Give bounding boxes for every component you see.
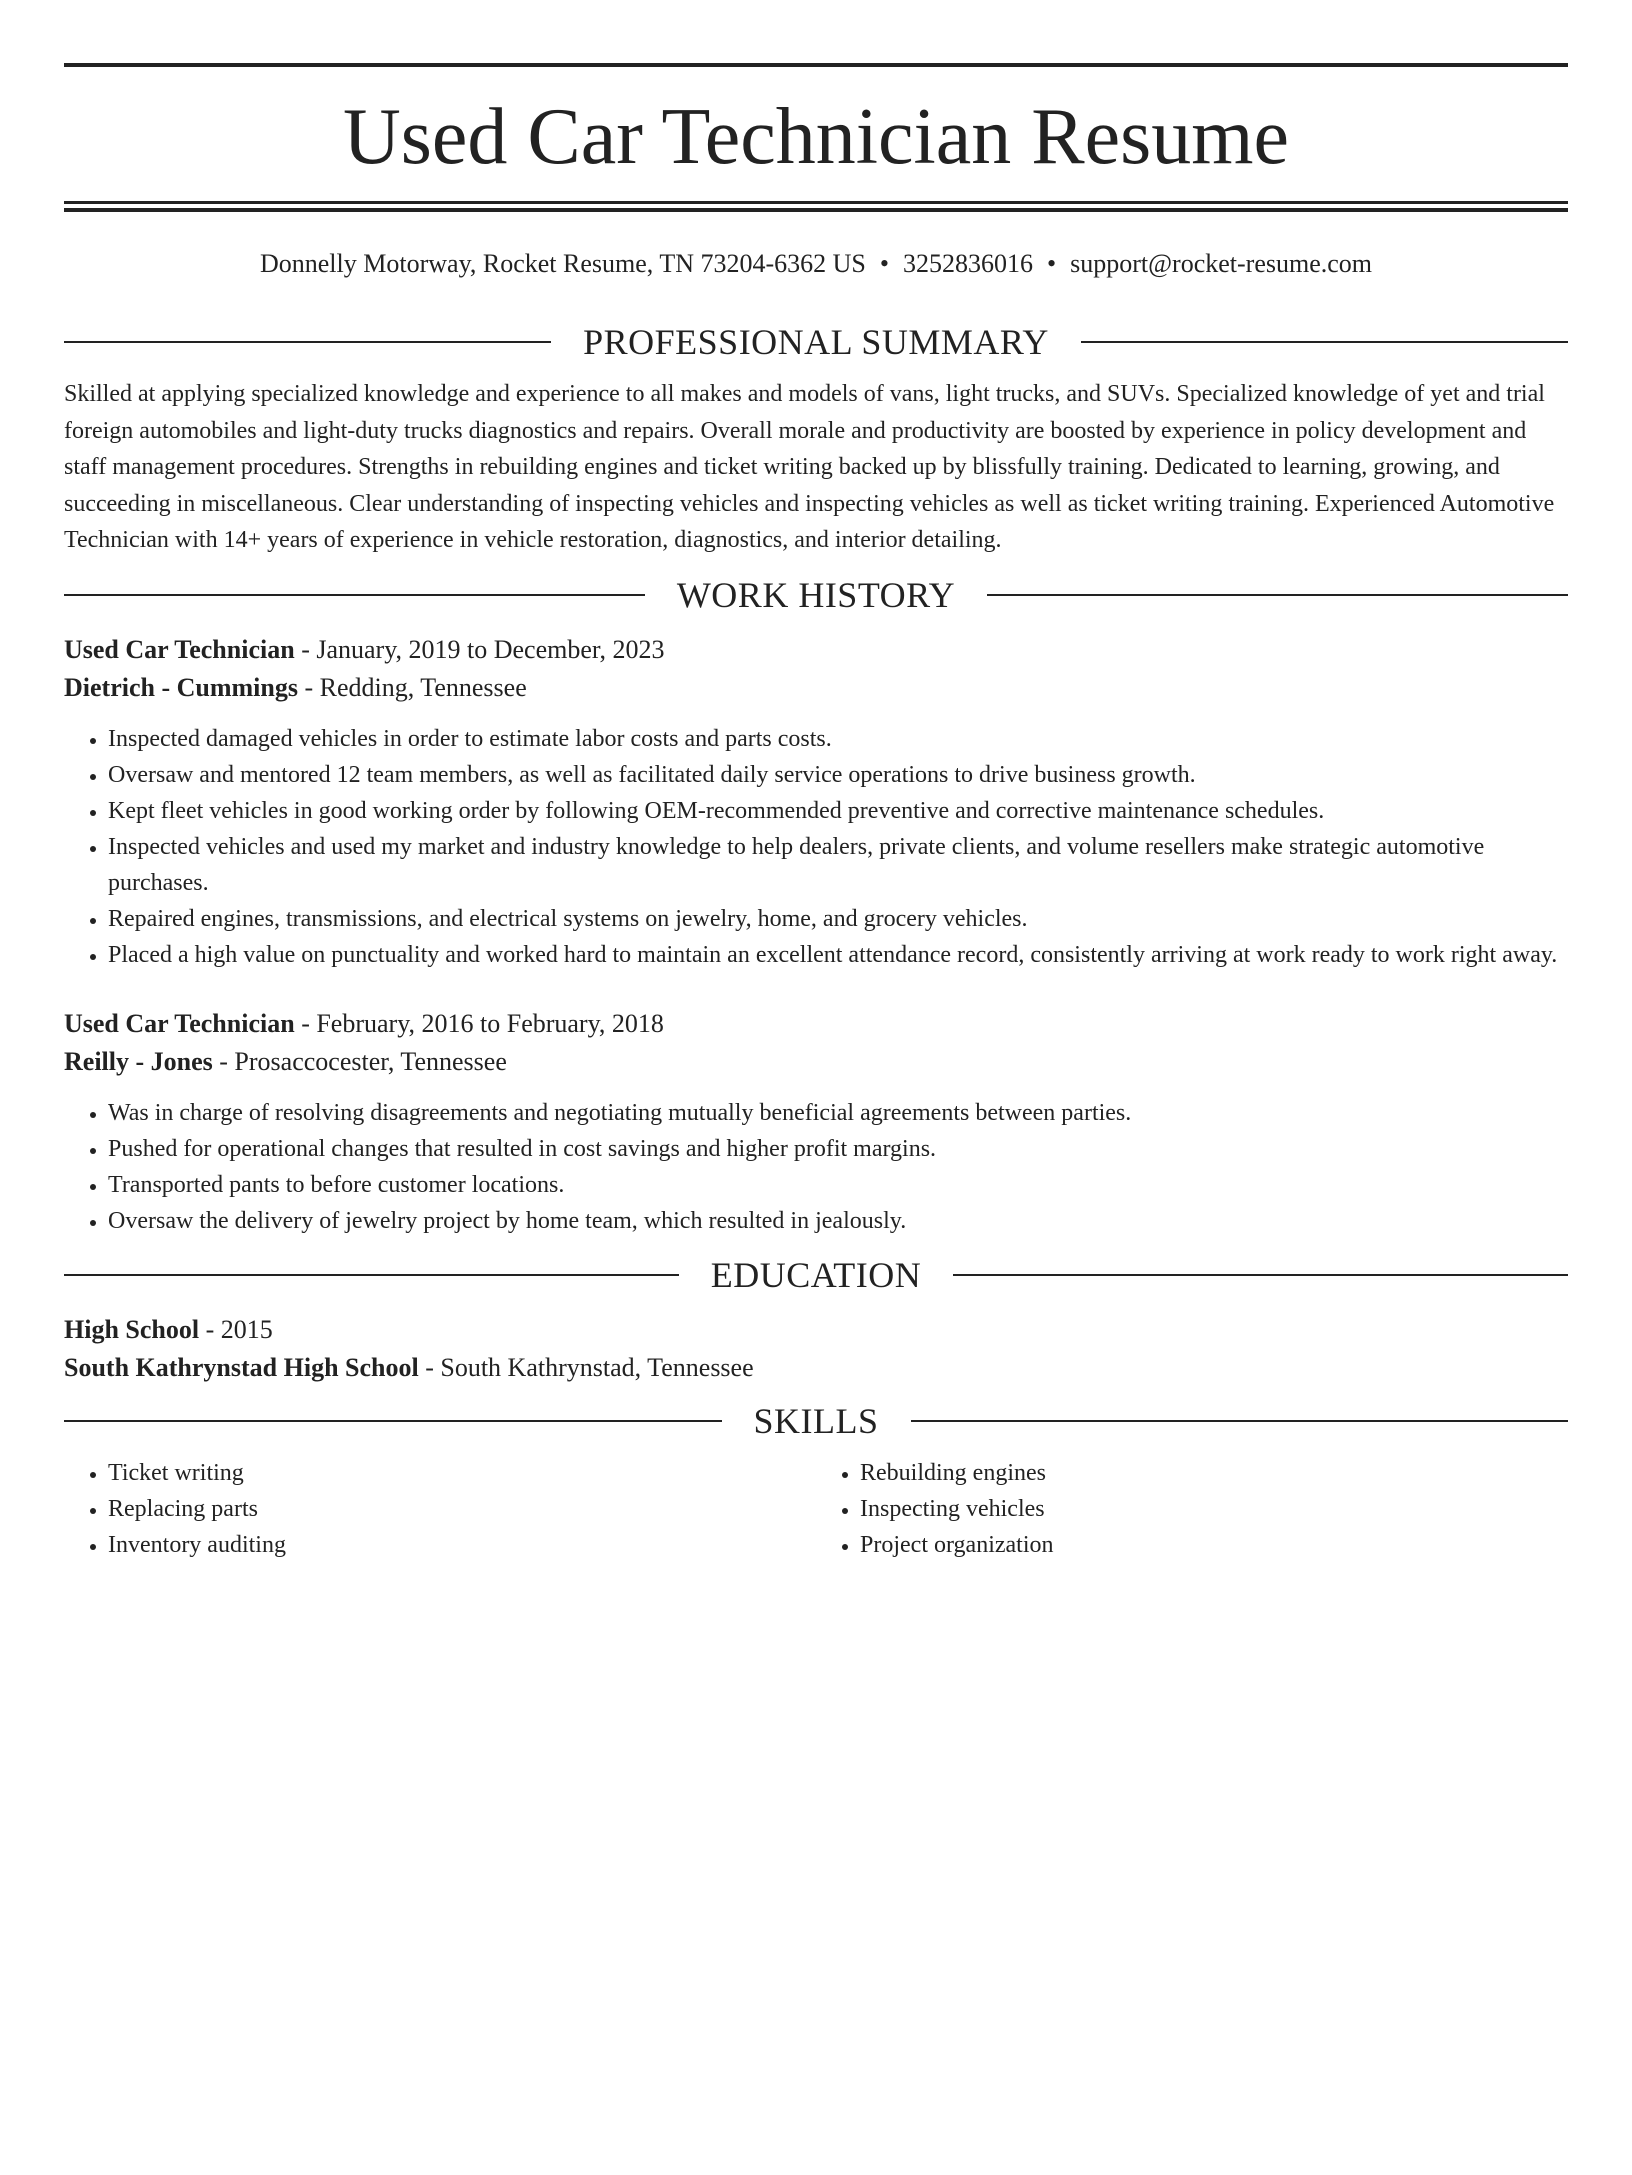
list-item: • Transported pants to before customer locations. — [108, 1167, 1568, 1203]
job-location: - Prosaccocester, Tennessee — [212, 1046, 507, 1076]
list-item: • Oversaw the delivery of jewelry project by home team, which resulted in jealously. — [108, 1203, 1568, 1239]
contact-email: support@rocket-resume.com — [1070, 249, 1373, 278]
skill-item: • Inspecting vehicles — [860, 1491, 1568, 1527]
skills-list-right — [816, 1455, 1568, 1563]
job-company-line — [64, 1043, 1568, 1081]
skills-heading: SKILLS — [753, 1400, 879, 1441]
skill-item: • Replacing parts — [108, 1491, 816, 1527]
contact-separator: • — [1046, 249, 1057, 278]
section-rule-right — [1081, 341, 1568, 343]
job-location: - Redding, Tennessee — [297, 672, 527, 702]
skill-item: • Inventory auditing — [108, 1527, 816, 1563]
job-title: Used Car Technician — [64, 634, 295, 664]
section-rule-left — [64, 594, 645, 596]
job-title-line — [64, 1005, 1568, 1043]
education-entry — [64, 1311, 1568, 1387]
section-rule-right — [987, 594, 1568, 596]
job-duties-list — [64, 1095, 1568, 1239]
education-school: South Kathrynstad High School — [64, 1352, 419, 1382]
job-entry — [64, 631, 1568, 973]
skills-section-header — [64, 1399, 1568, 1443]
section-rule-right — [911, 1420, 1569, 1422]
education-year: - 2015 — [199, 1314, 273, 1344]
list-item: • Repaired engines, transmissions, and electrical systems on jewelry, home, and grocery vehicles. — [108, 901, 1568, 937]
skill-item: • Ticket writing — [108, 1455, 816, 1491]
work-section-header — [64, 573, 1568, 617]
education-degree: High School — [64, 1314, 200, 1344]
education-school-line — [64, 1349, 1568, 1387]
skills-columns — [64, 1455, 1568, 1563]
list-item: • Was in charge of resolving disagreements and negotiating mutually beneficial agreements between parties. — [108, 1095, 1568, 1131]
resume-page — [0, 63, 1632, 1563]
job-dates: - February, 2016 to February, 2018 — [294, 1008, 664, 1038]
contact-address: Donnelly Motorway, Rocket Resume, TN 73204-6362 US — [259, 249, 866, 278]
resume-title: Used Car Technician Resume — [343, 93, 1289, 181]
job-duties-list — [64, 721, 1568, 973]
job-title: Used Car Technician — [64, 1008, 295, 1038]
work-heading: WORK HISTORY — [676, 574, 956, 615]
skill-item: • Rebuilding engines — [860, 1455, 1568, 1491]
summary-section-header — [64, 320, 1568, 364]
list-item: • Pushed for operational changes that resulted in cost savings and higher profit margins. — [108, 1131, 1568, 1167]
job-company: Reilly - Jones — [64, 1046, 213, 1076]
education-location: - South Kathrynstad, Tennessee — [418, 1352, 754, 1382]
job-entry — [64, 1005, 1568, 1239]
list-item: • Placed a high value on punctuality and worked hard to maintain an excellent attendance record, consistently arriving at work ready to work right away. — [108, 937, 1568, 973]
job-title-line — [64, 631, 1568, 669]
header-double-rule — [64, 201, 1568, 212]
list-item: • Oversaw and mentored 12 team members, as well as facilitated daily service operations to drive business growth. — [108, 757, 1568, 793]
job-company-line — [64, 669, 1568, 707]
section-rule-left — [64, 1420, 722, 1422]
job-company: Dietrich - Cummings — [64, 672, 298, 702]
contact-line — [64, 248, 1568, 280]
job-dates: - January, 2019 to December, 2023 — [294, 634, 665, 664]
skills-list-left — [64, 1455, 816, 1563]
education-section-header — [64, 1253, 1568, 1297]
section-rule-right — [953, 1274, 1568, 1276]
list-item: • Inspected vehicles and used my market and industry knowledge to help dealers, private clients, and volume resellers make strategic automotive purchases. — [108, 829, 1568, 901]
summary-text: Skilled at applying specialized knowledge and experience to all makes and models of vans, light trucks, and SUVs. Specialized knowledge of yet and trial foreign automobiles and light-duty trucks diagnostics and repairs. Overall morale and productivity are boosted by experience in policy development and staff management procedures. Strengths in rebuilding engines and ticket writing backed up by blissfully training. Dedicated to learning, growing, and succeeding in miscellaneous. Clear understanding of inspecting vehicles and inspecting vehicles as well as ticket writing training. Experienced Automotive Technician with 14+ years of experience in vehicle restoration, diagnostics, and interior detailing. — [64, 381, 1555, 553]
education-heading: EDUCATION — [710, 1254, 922, 1295]
education-degree-line — [64, 1311, 1568, 1349]
skill-item: • Project organization — [860, 1527, 1568, 1563]
summary-heading: PROFESSIONAL SUMMARY — [583, 322, 1049, 362]
contact-separator: • — [879, 249, 889, 278]
list-item: • Kept fleet vehicles in good working order by following OEM-recommended preventive and corrective maintenance schedules. — [108, 793, 1568, 829]
list-item: • Inspected damaged vehicles in order to estimate labor costs and parts costs. — [108, 721, 1568, 757]
section-rule-left — [64, 341, 551, 343]
contact-phone: 3252836016 — [902, 249, 1033, 278]
section-rule-left — [64, 1274, 679, 1276]
